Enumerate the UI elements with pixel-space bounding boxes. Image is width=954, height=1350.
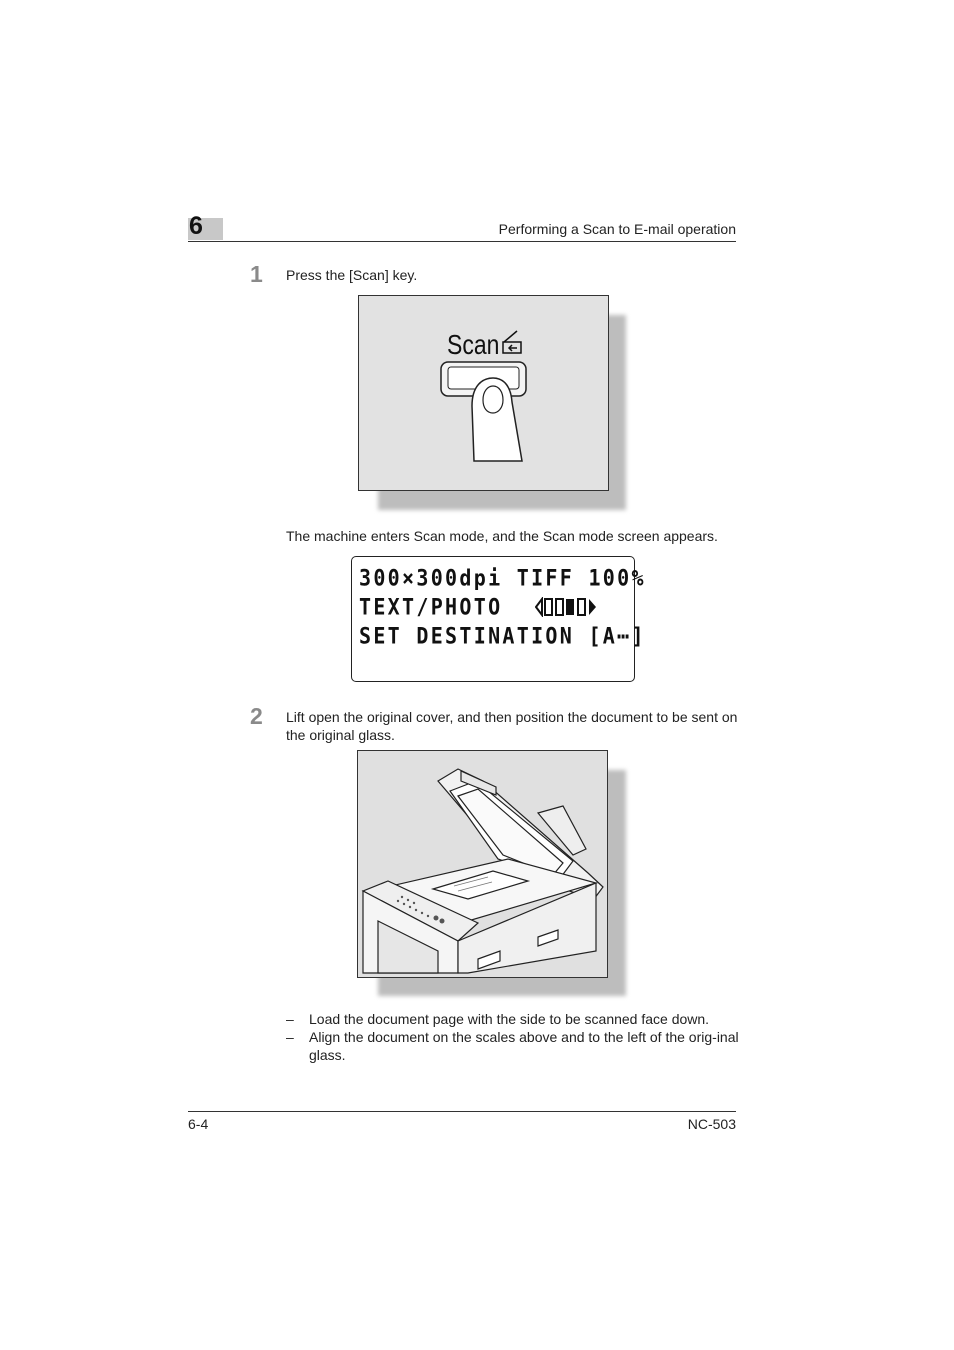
bullet-item: Align the document on the scales above and to the left of the orig-inal glass. [309, 1029, 739, 1063]
scan-key-illustration [358, 295, 609, 491]
lcd-screen [351, 556, 646, 682]
model-name: NC-503 [687, 1116, 736, 1132]
running-header-title: Performing a Scan to E-mail operation [498, 221, 736, 237]
lcd-line-1: 300×300dpi TIFF 100% [359, 564, 646, 591]
step-number: 2 [250, 703, 263, 729]
chapter-number: 6 [189, 212, 203, 240]
step-text: Press the [Scan] key. [286, 267, 418, 283]
density-scale-icon [535, 597, 600, 617]
bullet-item: Load the document page with the side to be scanned face down. [309, 1011, 710, 1027]
scan-mode-note: The machine enters Scan mode, and the Scan mode screen appears. [286, 528, 718, 544]
page-number: 6-4 [188, 1116, 209, 1132]
bullet-dash: – [286, 1029, 294, 1045]
header-rule [188, 241, 736, 242]
copier-illustration [357, 750, 608, 978]
scan-icon [503, 331, 521, 353]
footer-rule [188, 1111, 736, 1112]
copier-drawing [358, 751, 608, 978]
bullet-dash: – [286, 1011, 294, 1027]
lcd-line-3: SET DESTINATION [A⋯] [359, 622, 646, 649]
scan-key-label: Scan [447, 329, 500, 361]
step-text: Lift open the original cover, and then position the document to be sent on the original glass. [286, 709, 738, 743]
scan-key-drawing [359, 296, 609, 491]
step-number: 1 [250, 261, 263, 287]
lcd-line-2: TEXT/PHOTO [359, 593, 503, 620]
